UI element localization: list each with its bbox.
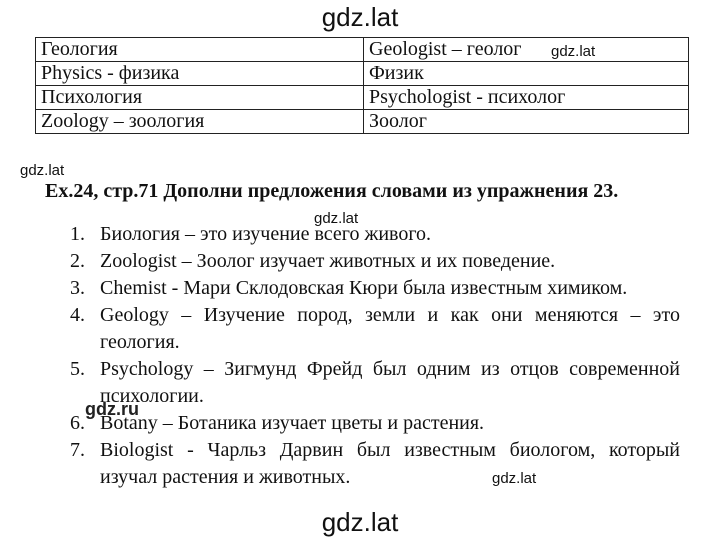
item-text: Psychology – Зигмунд Фрейд был одним из отцов современной психологии. [100, 358, 680, 407]
table-cell: Физик [364, 62, 689, 86]
item-number: 1. [70, 223, 85, 245]
list-item [70, 356, 680, 410]
item-number: 5. [70, 358, 85, 380]
table-row [36, 62, 689, 86]
item-text: Botany – Ботаника изучает цветы и растения. [100, 412, 485, 434]
list-item [70, 221, 680, 248]
watermark-right: gdz.lat [492, 470, 537, 487]
table-cell: Psychologist - психолог [364, 86, 689, 110]
table-cell: Зоолог [364, 110, 689, 134]
item-number: 7. [70, 439, 85, 461]
exercise-heading: Ex.24, стр.71 Дополни предложения словами из упражнения 23. [45, 180, 619, 202]
watermark-top: gdz.lat [321, 2, 399, 32]
table-cell: Zoology – зоология [36, 110, 364, 134]
item-text: Биология – это изучение всего живого. [100, 223, 432, 245]
item-text: Chemist - Мари Склодовская Кюри была известным химиком. [100, 277, 628, 299]
list-item [70, 275, 680, 302]
watermark-left: gdz.lat [20, 162, 65, 179]
table-row [36, 110, 689, 134]
item-text: Zoologist – Зоолог изучает животных и их поведение. [100, 250, 556, 272]
watermark-mid: gdz.lat [314, 210, 359, 227]
list-item [70, 302, 680, 356]
watermark-bottom: gdz.lat [321, 507, 399, 537]
table-cell: Geologist – геолог [364, 38, 689, 62]
table-cell: Геология [36, 38, 364, 62]
list-item [70, 410, 680, 437]
table-row [36, 86, 689, 110]
item-number: 3. [70, 277, 85, 299]
list-item [70, 248, 680, 275]
table-cell: Психология [36, 86, 364, 110]
item-number: 2. [70, 250, 85, 272]
table-cell: Physics - физика [36, 62, 364, 86]
sentence-list [70, 221, 680, 491]
item-number: 4. [70, 304, 85, 326]
watermark-table: gdz.lat [551, 43, 596, 60]
item-number: 6. [70, 412, 85, 434]
item-text: Biologist - Чарльз Дарвин был известным биологом, который изучал растения и животных. [100, 439, 680, 488]
watermark-gdzru: gdz.ru [85, 399, 139, 419]
item-text: Geology – Изучение пород, земли и как они меняются – это геология. [100, 304, 680, 353]
list-item [70, 437, 680, 491]
